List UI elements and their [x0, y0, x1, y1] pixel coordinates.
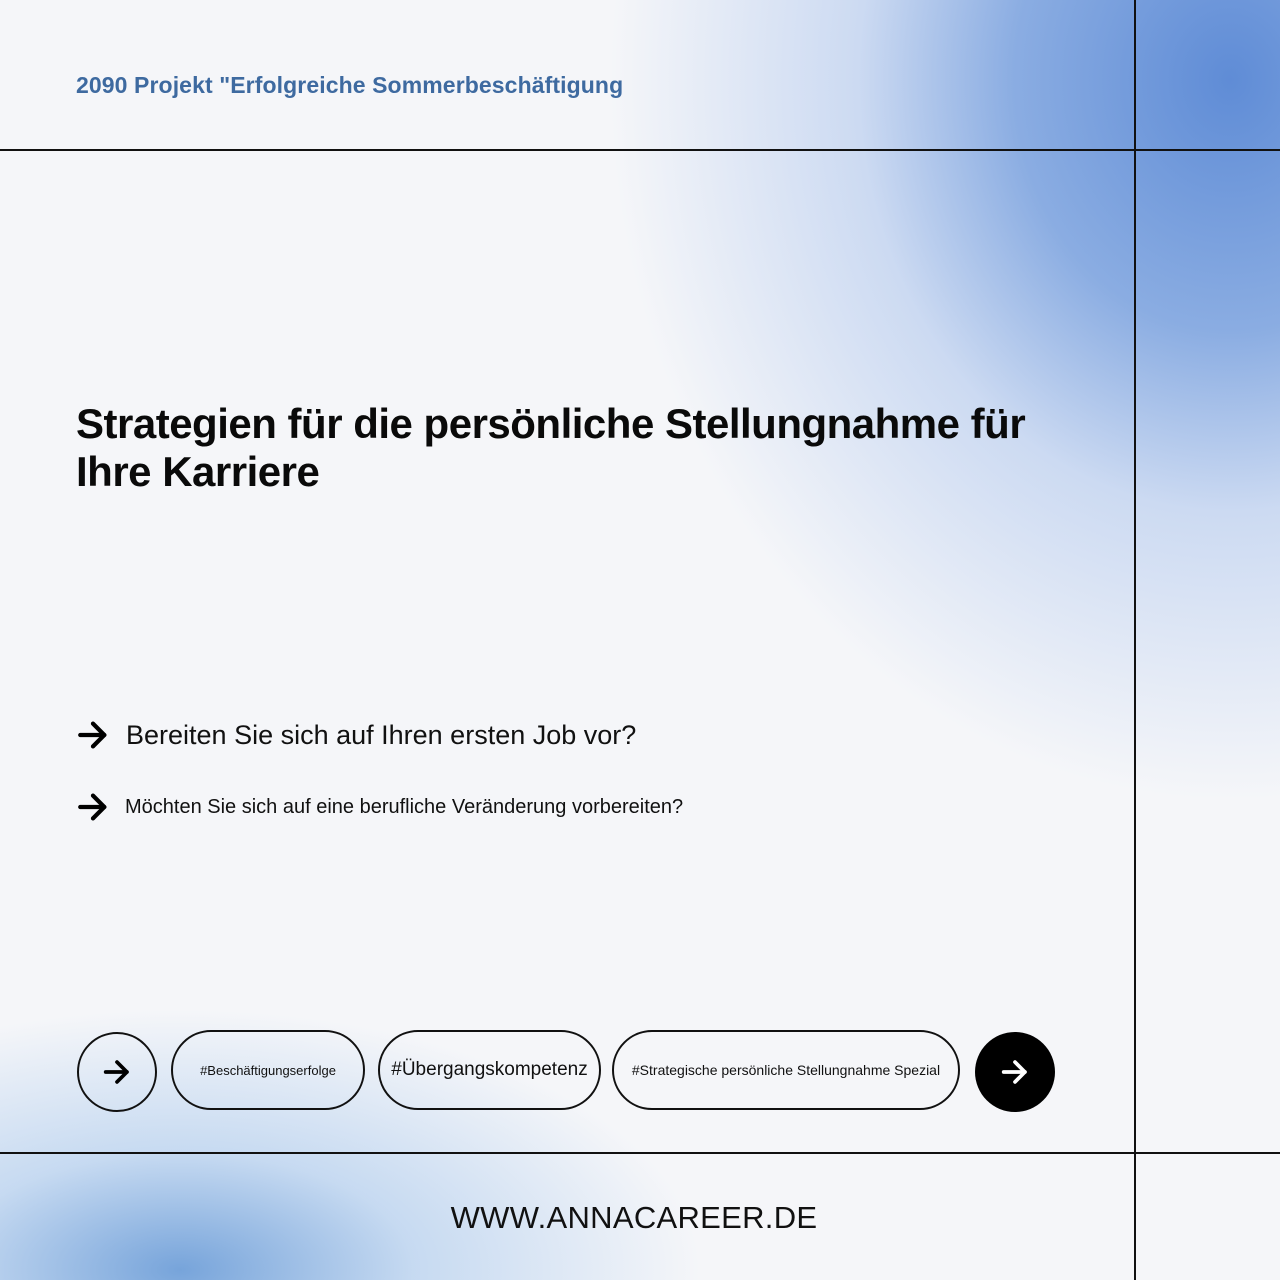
divider-vertical: [1134, 0, 1136, 1280]
bullet-text: Möchten Sie sich auf eine berufliche Veränderung vorbereiten?: [125, 795, 684, 818]
divider-bottom: [0, 1152, 1280, 1154]
tag-uebergangskompetenz[interactable]: #Übergangskompetenz: [378, 1030, 601, 1110]
footer-website-url[interactable]: WWW.ANNACAREER.DE: [450, 1200, 818, 1235]
next-button[interactable]: [975, 1032, 1055, 1112]
heading-line-1: Strategien für die persönliche Stellungnahme für: [76, 400, 1026, 447]
bullet-item-career-change: [76, 790, 683, 824]
arrow-right-icon: [76, 790, 110, 824]
divider-top: [0, 149, 1280, 151]
tag-strategische-stellungnahme[interactable]: #Strategische persönliche Stellungnahme Spezial: [612, 1030, 960, 1110]
bullet-text: Bereiten Sie sich auf Ihren ersten Job vor?: [126, 719, 637, 750]
heading-line-2: Ihre Karriere: [76, 448, 320, 495]
project-title: 2090 Projekt "Erfolgreiche Sommerbeschäftigung: [76, 72, 624, 98]
bullet-item-first-job: [76, 718, 636, 752]
arrow-right-icon: [76, 718, 110, 752]
main-heading: [76, 400, 1086, 496]
previous-button[interactable]: [77, 1032, 157, 1112]
tag-beschaeftigungserfolge[interactable]: #Beschäftigungserfolge: [171, 1030, 365, 1110]
arrow-right-icon: [998, 1055, 1032, 1089]
arrow-right-icon: [100, 1055, 134, 1089]
